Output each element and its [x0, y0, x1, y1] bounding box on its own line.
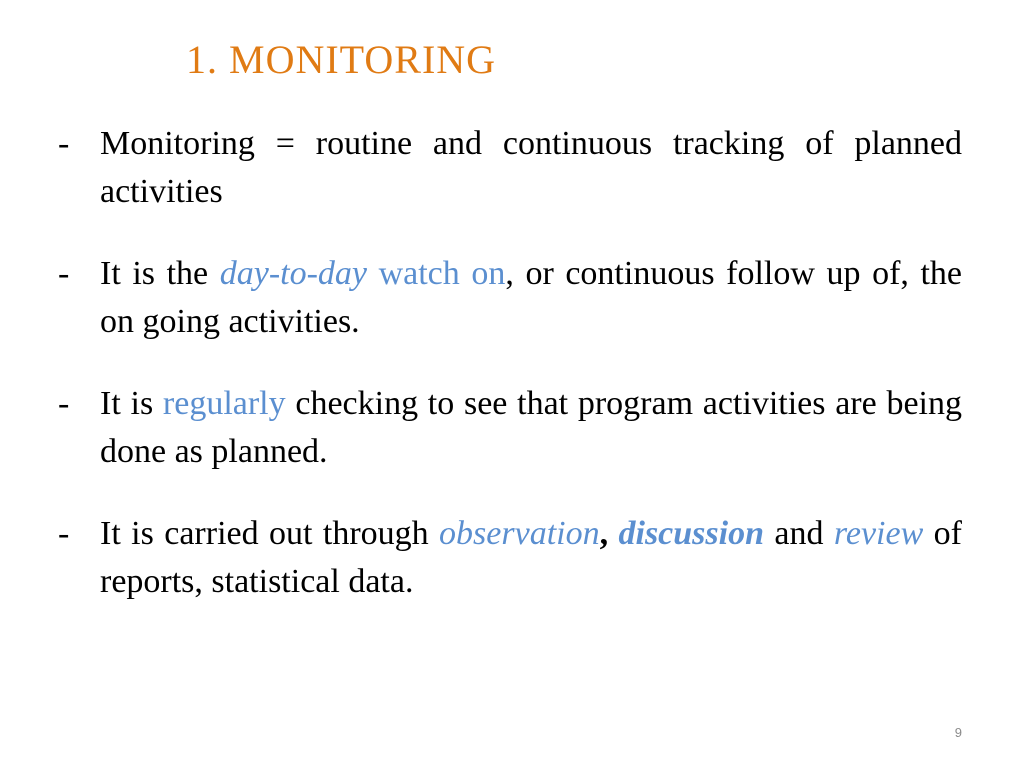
- bullet-text: checking to see that program activities are being done as planned.: [100, 385, 962, 470]
- bullet-text: Monitoring = routine and continuous tracking of planned activities: [100, 125, 962, 210]
- bold-comma: ,: [599, 515, 619, 552]
- bullet-text: It is carried out through: [100, 515, 440, 552]
- slide-title: 1. MONITORING: [186, 37, 497, 82]
- bullet-marker: -: [58, 255, 70, 292]
- bullet-list: [58, 120, 962, 640]
- bullet-text: of reports, statistical data.: [100, 515, 963, 600]
- bullet-marker: -: [58, 125, 70, 162]
- bullet-marker: -: [58, 515, 70, 552]
- highlight-watch-on: watch on: [367, 255, 506, 292]
- bullet-text: It is the: [100, 255, 220, 292]
- bullet-text: , or continuous follow up of, the on going activities.: [100, 255, 963, 340]
- bullet-item-3: [58, 380, 962, 476]
- highlight-observation: observation: [439, 515, 600, 552]
- bullet-item-4: [58, 510, 962, 606]
- highlight-review: review: [833, 515, 924, 552]
- bullet-text: and: [764, 515, 834, 552]
- highlight-regularly: regularly: [162, 385, 286, 422]
- bullet-text: It is: [100, 385, 163, 422]
- bullet-marker: -: [58, 385, 70, 422]
- highlight-discussion: discussion: [618, 515, 764, 552]
- bullet-item-1: [58, 120, 962, 216]
- bullet-item-2: [58, 250, 962, 346]
- highlight-day-to-day: day-to-day: [219, 255, 368, 292]
- page-number: 9: [954, 725, 962, 740]
